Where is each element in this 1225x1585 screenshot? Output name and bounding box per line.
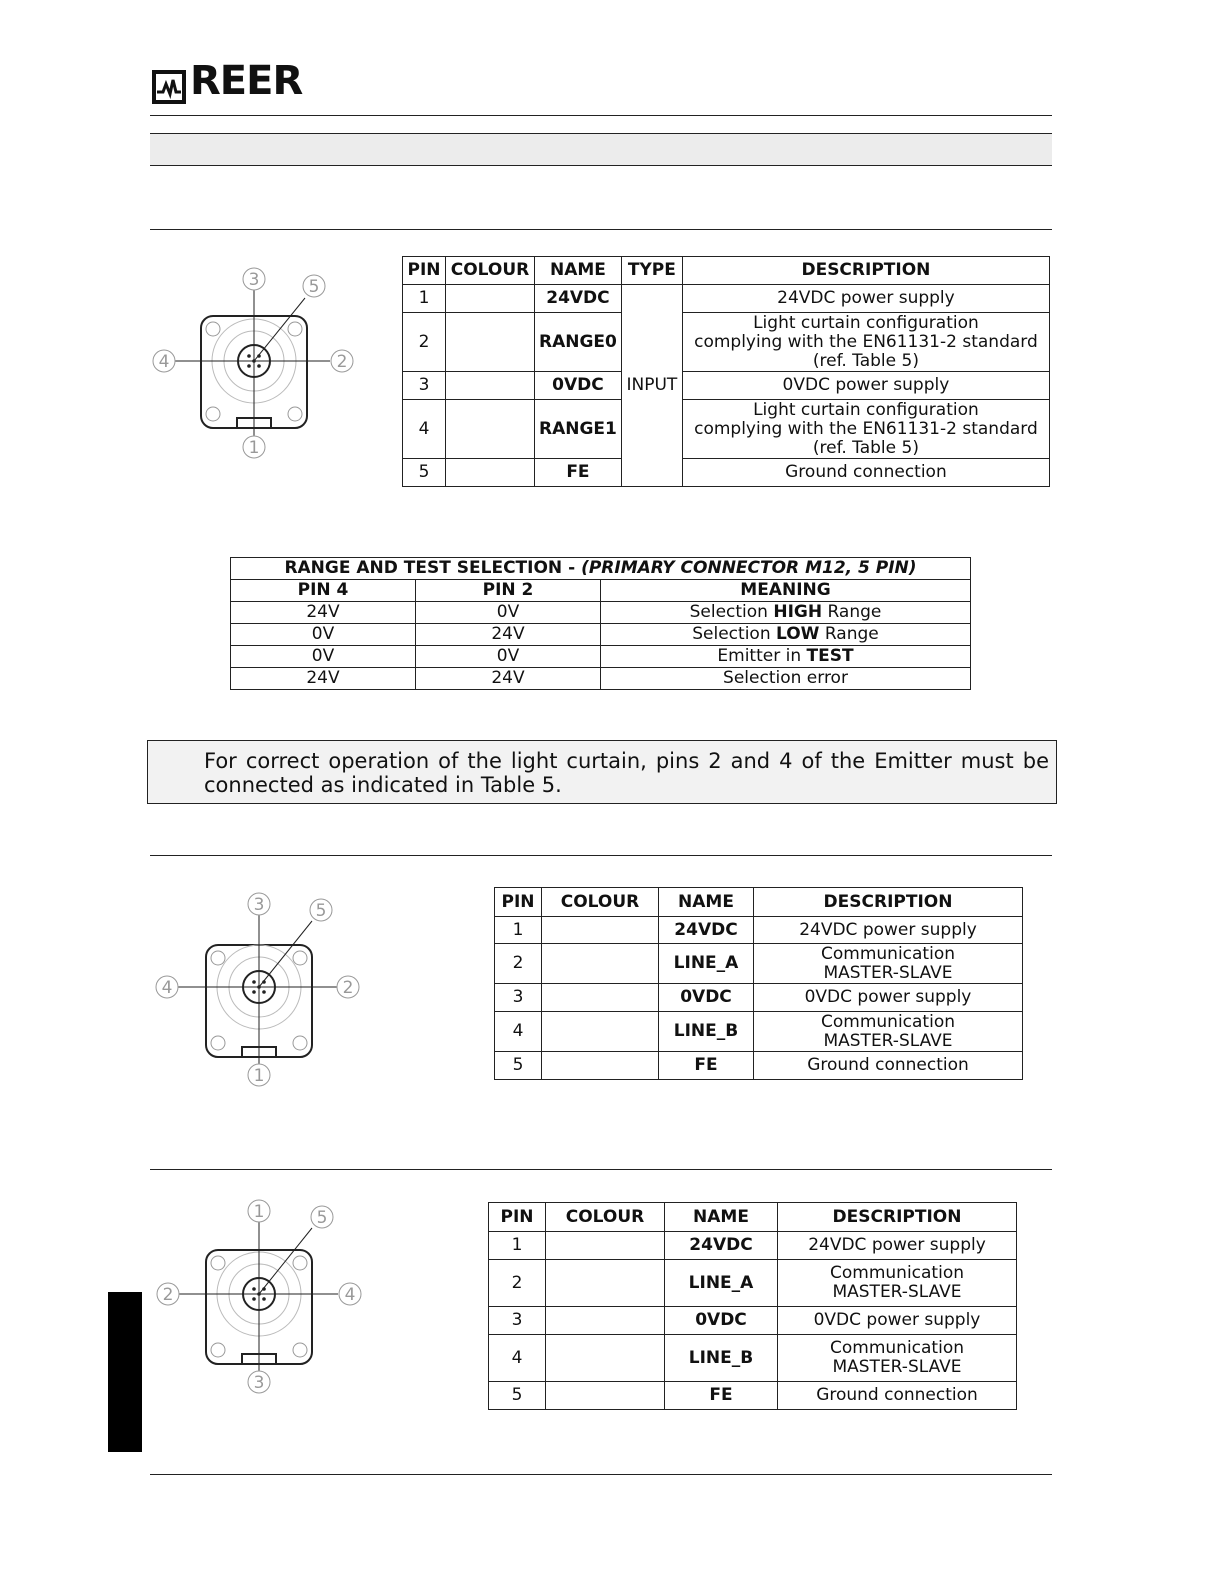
- connector-diagram-2: [150, 891, 370, 1091]
- secondary-pinout-table-1: PIN COLOUR NAME DESCRIPTION 1 24VDC 24VDC power supply 2 LINE_A Communication MASTER-SLAVE 3 0VDC 0VDC power supply 4 LINE_B Communication MASTER-SLAVE 5 FE Ground connection: [494, 887, 1023, 1080]
- table-row: 5 FE Ground connection: [489, 1382, 1017, 1410]
- table-row: 0V 24V Selection LOW Range: [231, 624, 971, 646]
- svg-text:3: 3: [253, 1373, 265, 1393]
- col-header: MEANING: [601, 580, 971, 602]
- secondary-pinout-table-2: PIN COLOUR NAME DESCRIPTION 1 24VDC 24VDC power supply 2 LINE_A Communication MASTER-SLAVE 3 0VDC 0VDC power supply 4 LINE_B Communication MASTER-SLAVE 5 FE Ground connection: [488, 1202, 1017, 1410]
- svg-text:4: 4: [161, 978, 173, 998]
- table-row: 3 0VDC 0VDC power supply: [495, 984, 1023, 1012]
- table-row: 24V 24V Selection error: [231, 668, 971, 690]
- section-rule-2: [150, 855, 1052, 856]
- svg-text:1: 1: [248, 438, 260, 458]
- col-header: TYPE: [621, 257, 682, 285]
- reer-logo: [152, 58, 302, 104]
- table-row: 1 24VDC 24VDC power supply: [495, 917, 1023, 944]
- section-rule-3: [150, 1169, 1052, 1170]
- svg-text:1: 1: [253, 1202, 265, 1222]
- emitter-pinout-table: [402, 256, 1050, 487]
- col-header: PIN: [403, 257, 446, 285]
- col-header: PIN 2: [416, 580, 601, 602]
- footer-rule: [150, 1474, 1052, 1475]
- col-header: DESCRIPTION: [682, 257, 1049, 285]
- col-header: NAME: [535, 257, 622, 285]
- table-row: 4 LINE_B Communication MASTER-SLAVE: [489, 1335, 1017, 1382]
- connector-diagram-3: [150, 1198, 370, 1398]
- svg-text:1: 1: [253, 1066, 265, 1086]
- table-row: 4 RANGE1 Light curtain configuration complying with the EN61131-2 standard (ref. Table 5): [403, 400, 1050, 459]
- logo-text: REER: [190, 58, 303, 104]
- svg-text:2: 2: [342, 978, 354, 998]
- note-text: For correct operation of the light curtain, pins 2 and 4 of the Emitter must be connected as indicated in Table 5.: [204, 749, 1049, 797]
- table-row: 1 24VDC 24VDC power supply: [489, 1232, 1017, 1260]
- table-row: 3 0VDC 0VDC power supply: [403, 372, 1050, 400]
- table-row: 2 RANGE0 Light curtain configuration complying with the EN61131-2 standard (ref. Table 5): [403, 313, 1050, 372]
- svg-text:5: 5: [308, 277, 320, 297]
- svg-text:5: 5: [315, 901, 327, 921]
- table-row: 3 0VDC 0VDC power supply: [489, 1307, 1017, 1335]
- range-selection-table: [230, 557, 971, 690]
- type-cell: INPUT: [621, 285, 682, 487]
- svg-text:4: 4: [344, 1285, 356, 1305]
- note-box: [147, 740, 1057, 804]
- language-tab-marker: [108, 1292, 142, 1452]
- connector-diagram-1: [145, 262, 365, 462]
- section-title-band: [150, 133, 1052, 166]
- table-row: 5 FE Ground connection: [495, 1052, 1023, 1080]
- header-rule: [150, 115, 1052, 116]
- table-row: 5 FE Ground connection: [403, 459, 1050, 487]
- svg-text:4: 4: [158, 352, 170, 372]
- table-row: 2 LINE_A Communication MASTER-SLAVE: [489, 1260, 1017, 1307]
- table-row: 0V 0V Emitter in TEST: [231, 646, 971, 668]
- table-row: 1 24VDC INPUT 24VDC power supply: [403, 285, 1050, 313]
- svg-text:2: 2: [336, 352, 348, 372]
- section-rule-1: [150, 229, 1052, 230]
- svg-text:2: 2: [162, 1285, 174, 1305]
- table-row: 4 LINE_B Communication MASTER-SLAVE: [495, 1012, 1023, 1052]
- col-header: PIN 4: [231, 580, 416, 602]
- table-row: 2 LINE_A Communication MASTER-SLAVE: [495, 944, 1023, 984]
- svg-text:5: 5: [316, 1208, 328, 1228]
- logo-mark-icon: [152, 70, 186, 104]
- pin-label: 3: [248, 270, 260, 290]
- col-header: COLOUR: [446, 257, 535, 285]
- table-row: 24V 0V Selection HIGH Range: [231, 602, 971, 624]
- table-title: RANGE AND TEST SELECTION - (PRIMARY CONNECTOR M12, 5 PIN): [231, 558, 971, 580]
- svg-text:3: 3: [253, 895, 265, 915]
